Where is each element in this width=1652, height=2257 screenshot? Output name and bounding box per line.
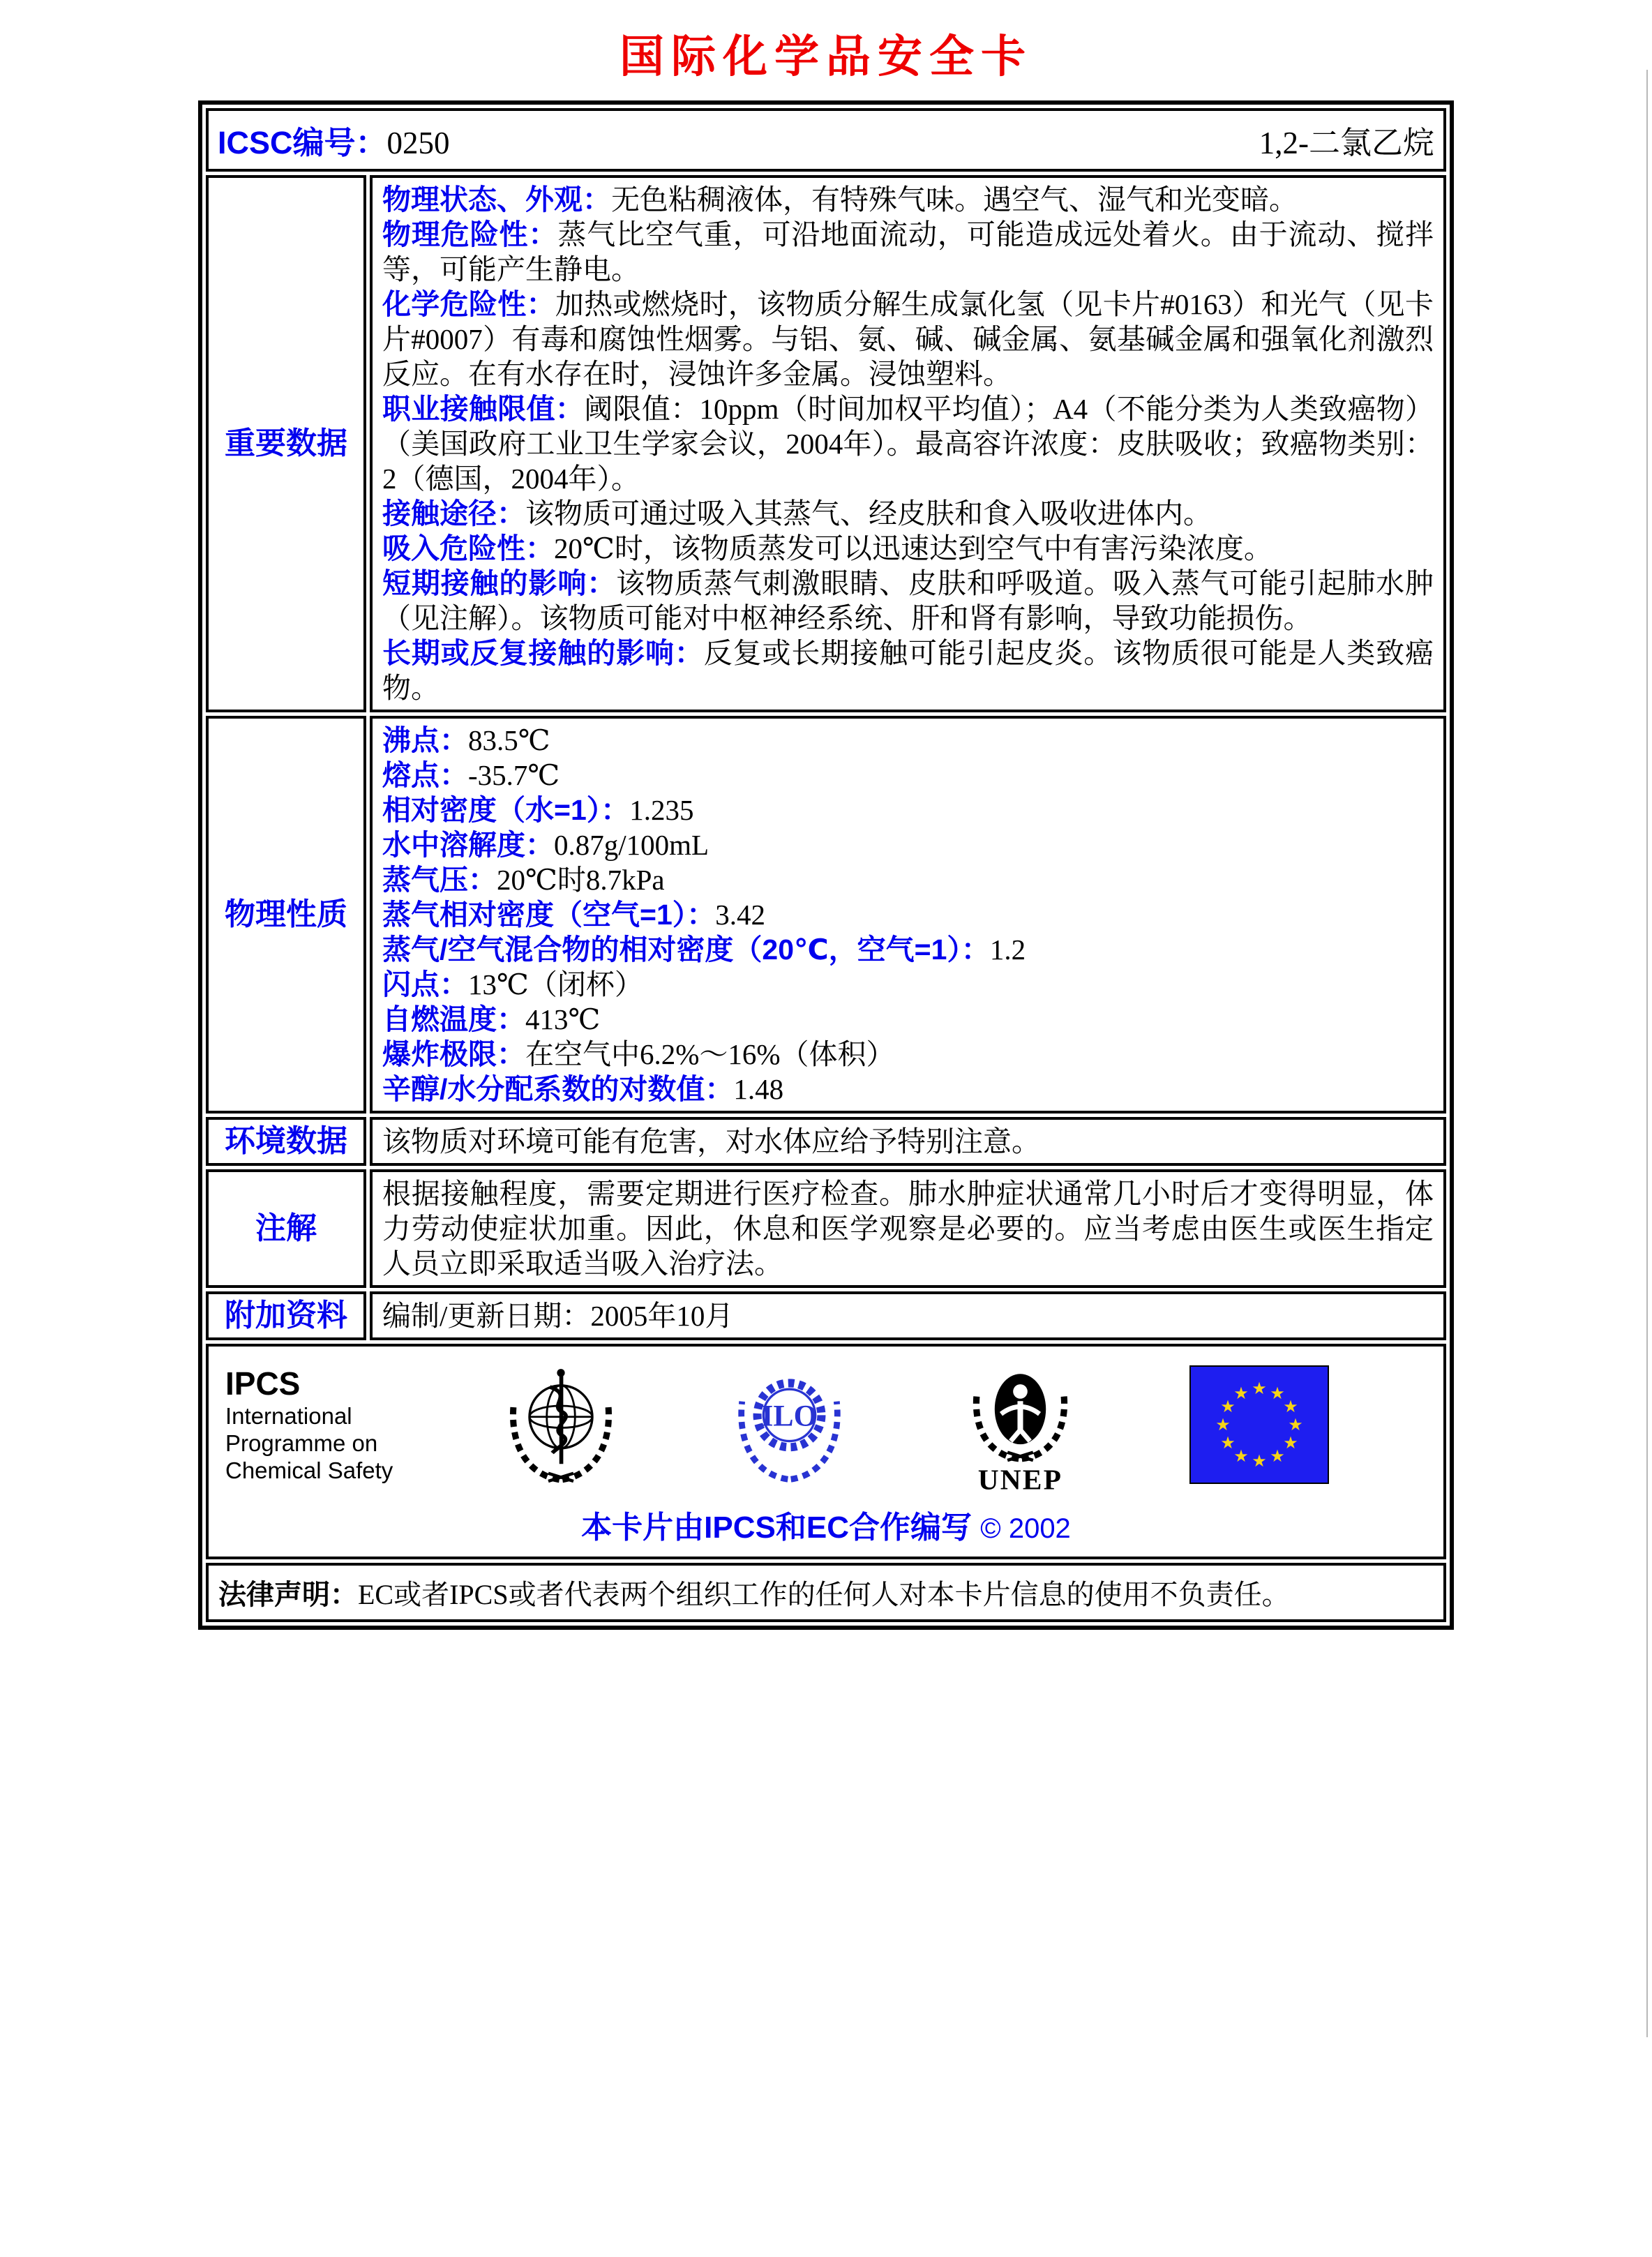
ilo-letters: ILO	[761, 1400, 818, 1434]
svg-text:★: ★	[1252, 1379, 1267, 1398]
legal-notice-label: 法律声明：	[218, 1580, 358, 1611]
physical-properties-content	[370, 716, 1446, 1113]
field-label: 物理状态、外观：	[382, 183, 611, 216]
field-value: -35.7℃	[468, 759, 560, 792]
important-item	[382, 496, 1434, 531]
important-item	[382, 391, 1434, 496]
physical-item	[382, 1037, 1434, 1072]
physical-item	[382, 897, 1434, 932]
field-text: 20℃时，该物质蒸发可以迅速达到空气中有害污染浓度。	[554, 532, 1272, 565]
logos-row	[206, 1344, 1446, 1559]
ipcs-acronym: IPCS	[225, 1365, 301, 1402]
svg-text:★: ★	[1270, 1384, 1285, 1403]
svg-text:★: ★	[1220, 1434, 1236, 1453]
field-value: 3.42	[715, 899, 765, 931]
svg-text:★: ★	[1233, 1447, 1249, 1466]
copyright-text: © 2002	[980, 1513, 1071, 1545]
field-label: 职业接触限值：	[382, 393, 585, 426]
physical-item	[382, 932, 1434, 967]
card-header-row	[206, 108, 1446, 172]
field-label: 蒸气相对密度（空气=1）：	[382, 899, 716, 931]
field-text: 该物质蒸气刺激眼睛、皮肤和呼吸道。吸入蒸气可能引起肺水肿（见注解）。该物质可能对中枢神经系统、肝和肾有影响，导致功能损伤。	[382, 567, 1434, 635]
row-label-environmental-data: 环境数据	[206, 1117, 366, 1166]
field-value: 1.235	[629, 794, 694, 827]
field-label: 物理危险性：	[382, 218, 558, 251]
page-right-edge-line	[1646, 70, 1648, 2037]
additional-info-content: 编制/更新日期：2005年10月	[370, 1291, 1446, 1340]
notes-content: 根据接触程度，需要定期进行医疗检查。肺水肿症状通常几小时后才变得明显，体力劳动使症状加重。因此，休息和医学观察是必要的。应当考虑由医生或医生指定人员立即采取适当吸入治疗法。	[370, 1169, 1446, 1288]
field-text: 反复或长期接触可能引起皮炎。该物质很可能是人类致癌物。	[382, 637, 1434, 705]
svg-text:★: ★	[1270, 1447, 1285, 1466]
field-label: 辛醇/水分配系数的对数值：	[382, 1073, 734, 1106]
field-label: 水中溶解度：	[382, 829, 554, 862]
important-item	[382, 287, 1434, 391]
svg-text:★: ★	[1233, 1384, 1249, 1403]
important-item	[382, 566, 1434, 636]
svg-text:★: ★	[1283, 1397, 1298, 1416]
row-label-physical-properties: 物理性质	[206, 716, 366, 1113]
important-item	[382, 531, 1434, 566]
field-label: 闪点：	[382, 968, 468, 1001]
physical-item	[382, 758, 1434, 793]
field-label: 蒸气压：	[382, 864, 497, 897]
svg-text:★: ★	[1252, 1452, 1267, 1471]
field-text: 蒸气比空气重，可沿地面流动，可能造成远处着火。由于流动、搅拌等，可能产生静电。	[382, 218, 1434, 286]
environmental-data-content: 该物质对环境可能有危害，对水体应给予特别注意。	[370, 1117, 1446, 1166]
page-title: 国际化学品安全卡	[620, 32, 1032, 82]
unep-letters: UNEP	[977, 1463, 1062, 1493]
legal-notice-text: EC或者IPCS或者代表两个组织工作的任何人对本卡片信息的使用不负责任。	[358, 1579, 1290, 1611]
credit-text: 本卡片由IPCS和EC合作编写	[581, 1510, 972, 1545]
ilo-logo-icon	[728, 1363, 850, 1485]
icsc-card	[198, 100, 1454, 1630]
physical-item	[382, 1002, 1434, 1037]
field-label: 蒸气/空气混合物的相对密度（20℃，空气=1）：	[382, 933, 990, 966]
svg-text:★: ★	[1220, 1397, 1236, 1416]
chemical-name: 1,2-二氯乙烷	[1259, 126, 1434, 160]
field-text: 加热或燃烧时，该物质分解生成氯化氢（见卡片#0163）和光气（见卡片#0007）有毒和腐蚀性烟雾。与铝、氨、碱、碱金属、氨基碱金属和强氧化剂激烈反应。在有水存在时，浸蚀许多金属。浸蚀塑料。	[382, 288, 1434, 391]
field-value: 0.87g/100mL	[554, 829, 709, 862]
field-text: 阈限值：10ppm（时间加权平均值）；A4（不能分类为人类致癌物）（美国政府工业卫生学家会议，2004年）。最高容许浓度：皮肤吸收；致癌物类别：2（德国，2004年）。	[382, 393, 1434, 495]
field-value: 413℃	[525, 1003, 601, 1036]
field-value: 13℃（闭杯）	[468, 968, 643, 1001]
field-value: 在空气中6.2%～16%（体积）	[525, 1038, 895, 1071]
physical-item	[382, 723, 1434, 758]
who-logo-icon	[498, 1362, 624, 1487]
field-label: 爆炸极限：	[382, 1038, 525, 1071]
field-text: 无色粘稠液体，有特殊气味。遇空气、湿气和光变暗。	[611, 183, 1298, 216]
field-label: 相对密度（水=1）：	[382, 794, 630, 827]
svg-text:★: ★	[1283, 1434, 1298, 1453]
important-data-content	[370, 175, 1446, 712]
field-value: 1.48	[733, 1073, 784, 1106]
field-text: 该物质可通过吸入其蒸气、经皮肤和食入吸收进体内。	[525, 497, 1212, 530]
important-item	[382, 217, 1434, 287]
row-label-important-data: 重要数据	[206, 175, 366, 712]
field-label: 沸点：	[382, 724, 468, 757]
field-value: 83.5℃	[468, 724, 550, 757]
row-label-notes: 注解	[206, 1169, 366, 1288]
physical-item	[382, 862, 1434, 897]
svg-text:★: ★	[1215, 1416, 1231, 1434]
eu-flag-icon	[1189, 1365, 1329, 1484]
physical-item	[382, 827, 1434, 862]
icsc-table	[202, 105, 1450, 1626]
field-label: 熔点：	[382, 759, 468, 792]
field-value: 1.2	[989, 933, 1026, 966]
icsc-number-value: 0250	[386, 126, 450, 160]
important-item	[382, 636, 1434, 705]
row-label-additional-info: 附加资料	[206, 1291, 366, 1340]
icsc-number-group	[218, 117, 450, 163]
field-value: 20℃时8.7kPa	[497, 864, 665, 897]
field-label: 短期接触的影响：	[382, 567, 617, 600]
ipcs-text-block: IPCS International Programme on Chemical Safety	[225, 1365, 393, 1483]
icsc-number-label: ICSC编号：	[218, 125, 387, 160]
field-label: 吸入危险性：	[382, 532, 554, 565]
field-label: 化学危险性：	[382, 288, 555, 321]
physical-item	[382, 1072, 1434, 1107]
credit-line	[225, 1502, 1427, 1547]
physical-item	[382, 967, 1434, 1002]
legal-notice-row	[206, 1563, 1446, 1622]
field-label: 长期或反复接触的影响：	[382, 637, 704, 670]
field-label: 自燃温度：	[382, 1003, 525, 1036]
svg-text:★: ★	[1288, 1416, 1303, 1434]
physical-item	[382, 793, 1434, 827]
field-label: 接触途径：	[382, 497, 525, 530]
unep-logo-icon	[956, 1356, 1085, 1492]
important-item	[382, 182, 1434, 217]
